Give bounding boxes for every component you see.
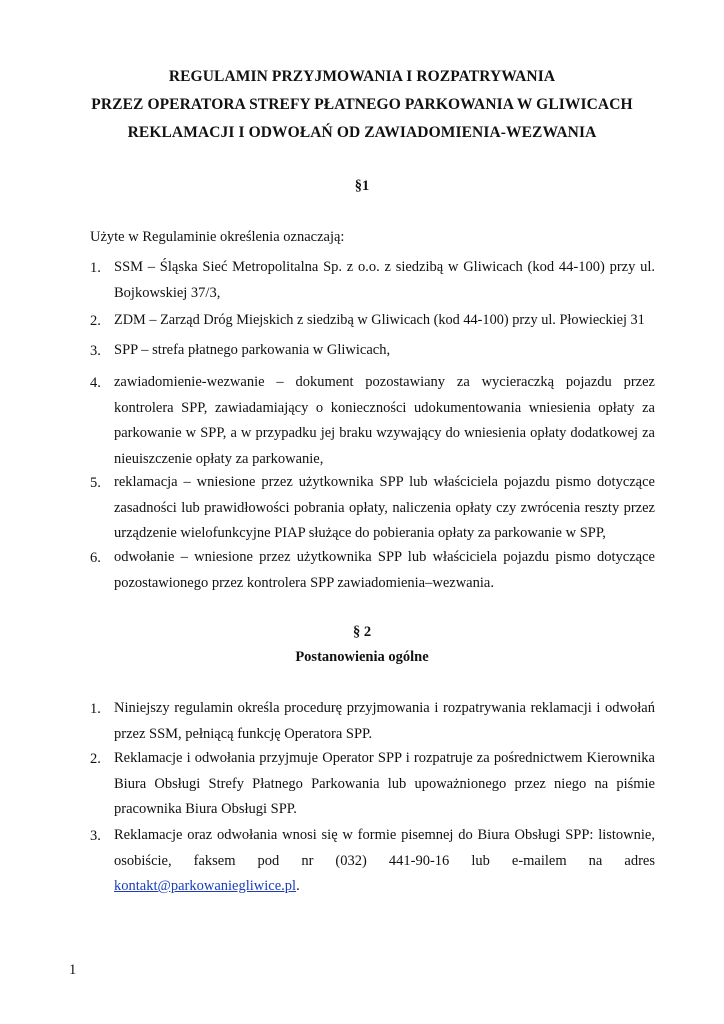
section-1-mark: §1 <box>354 178 370 194</box>
rule-item-3-text: Reklamacje oraz odwołania wnosi się w formie pisemnej do Biura Obsługi SPP: listownie, osobiście, faksem pod nr (032) 441-90-16 lub e-mailem na adres <box>114 827 655 869</box>
definition-item-zdm: ZDM – Zarząd Dróg Miejskich z siedzibą w Gliwicach (kod 44-100) przy ul. Płowieckiej 31 <box>114 312 645 328</box>
rule-item-3-period: . <box>296 878 300 894</box>
list-number: 4. <box>90 375 101 391</box>
rule-item-2: Reklamacje i odwołania przyjmuje Operator SPP i rozpatruje za pośrednictwem Kierownika Biura Obsługi Strefy Płatnego Parkowania lub upoważnionego przez niego na piśmie pracownika Biura Obsługi SPP. <box>114 750 655 817</box>
definition-item-zawiadomienie: zawiadomienie-wezwanie – dokument pozostawiany za wycieraczką pojazdu przez kontrolera SPP, zawiadamiający o konieczności udokumentowania wniesienia opłaty za parkowanie w SPP, a w przypadku jej braku wzywający do wniesienia opłaty dodatkowej za nieuiszczenie opłaty za parkowanie, <box>114 374 655 467</box>
page-number: 1 <box>69 962 77 978</box>
definition-item-reklamacja: reklamacja – wniesione przez użytkownika SPP lub właściciela pojazdu pismo dotyczące zasadności lub prawidłowości pobrania opłaty, naliczenia opłaty czy zwrócenia reszty przez urządzenie wielofunkcyjne PIAP służące do pobierania opłaty za parkowanie w SPP, <box>114 474 655 541</box>
section-1-intro: Użyte w Regulaminie określenia oznaczają: <box>90 229 345 245</box>
list-number: 5. <box>90 475 101 491</box>
contact-email-link[interactable]: kontakt@parkowaniegliwice.pl <box>114 878 297 894</box>
document-title-line-1: REGULAMIN PRZYJMOWANIA I ROZPATRYWANIA <box>168 68 556 85</box>
list-number: 3. <box>90 828 101 844</box>
rule-item-1: Niniejszy regulamin określa procedurę przyjmowania i rozpatrywania reklamacji i odwołań przez SSM, pełniącą funkcję Operatora SPP. <box>114 700 655 742</box>
list-number: 2. <box>90 313 101 329</box>
section-2-heading: Postanowienia ogólne <box>295 649 429 665</box>
list-number: 1. <box>90 260 101 276</box>
definition-item-odwolanie: odwołanie – wniesione przez użytkownika SPP lub właściciela pojazdu pismo dotyczące pozostawionego przez kontrolera SPP zawiadomienia–wezwania. <box>114 549 655 591</box>
definition-item-ssm: SSM – Śląska Sieć Metropolitalna Sp. z o.o. z siedzibą w Gliwicach (kod 44-100) przy ul. Bojkowskiej 37/3, <box>114 259 655 301</box>
list-number: 6. <box>90 550 101 566</box>
rule-item-3 <box>114 823 655 900</box>
list-number: 3. <box>90 343 101 359</box>
section-2-mark: § 2 <box>352 624 372 640</box>
definition-item-spp: SPP – strefa płatnego parkowania w Gliwicach, <box>114 342 391 358</box>
document-title-line-2: PRZEZ OPERATORA STREFY PŁATNEGO PARKOWANIA W GLIWICACH <box>91 96 633 113</box>
list-number: 2. <box>90 751 101 767</box>
list-number: 1. <box>90 701 101 717</box>
document-title-line-3: REKLAMACJI I ODWOŁAŃ OD ZAWIADOMIENIA-WEZWANIA <box>127 124 597 141</box>
